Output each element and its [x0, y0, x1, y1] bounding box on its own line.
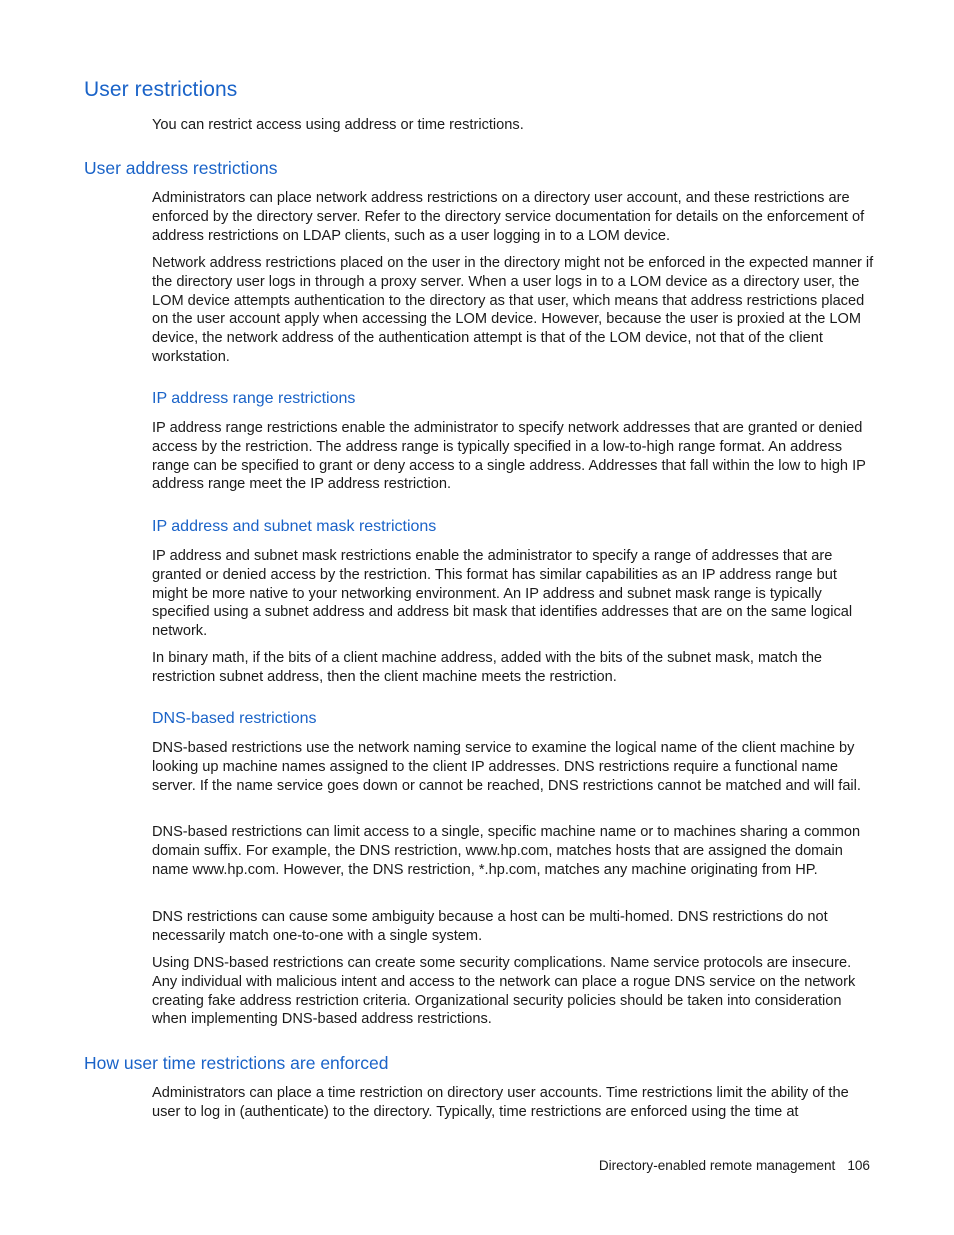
- heading-dns-based-restrictions: DNS-based restrictions: [152, 710, 317, 727]
- footer-label: Directory-enabled remote management: [598, 1158, 836, 1173]
- dns-paragraph-3: DNS restrictions can cause some ambiguity because a host can be multi-homed. DNS restrictions do not necessarily match one-to-one with a single system.: [152, 909, 828, 944]
- page-title: User restrictions: [84, 78, 238, 101]
- page-footer: [599, 1158, 870, 1173]
- dns-paragraph-1: DNS-based restrictions use the network naming service to examine the logical name of the client machine by looking up machine names assigned to the client IP addresses. DNS restrictions require a functional name server. If the name service goes down or cannot be reached, DNS restrictions cannot be matched and will fail.: [152, 740, 861, 794]
- ip-subnet-paragraph-2: In binary math, if the bits of a client machine address, added with the bits of the subnet mask, match the restriction subnet address, then the client machine meets the restriction.: [152, 650, 823, 685]
- intro-paragraph: You can restrict access using address or time restrictions.: [152, 117, 524, 133]
- page-number: 106: [847, 1158, 870, 1173]
- heading-ip-subnet-mask: IP address and subnet mask restrictions: [152, 518, 437, 535]
- address-paragraph-1: Administrators can place network address restrictions on a directory user account, and these restrictions are enforced by the directory server. Refer to the directory service documentation for details on the enforcement of address restrictions on LDAP clients, such as a user logging in to a LOM device.: [152, 190, 865, 244]
- dns-paragraph-4: Using DNS-based restrictions can create some security complications. Name service protocols are insecure. Any individual with malicious intent and access to the network can place a rogue DNS service on the network creating fake address restriction criteria. Organizational security policies should be taken into consideration when implementing DNS-based address restrictions.: [152, 955, 856, 1028]
- heading-user-address-restrictions: User address restrictions: [84, 158, 278, 178]
- heading-time-restrictions: How user time restrictions are enforced: [84, 1053, 389, 1073]
- dns-paragraph-2: DNS-based restrictions can limit access to a single, specific machine name or to machines sharing a common domain suffix. For example, the DNS restriction, www.hp.com, matches hosts that are assigned the domain name www.hp.com. However, the DNS restriction, *.hp.com, matches any machine originating from HP.: [152, 824, 861, 878]
- time-paragraph-1: Administrators can place a time restriction on directory user accounts. Time restrictions limit the ability of the user to log in (authenticate) to the directory. Typically, time restrictions are enforced using the time at: [152, 1085, 849, 1120]
- ip-range-paragraph: IP address range restrictions enable the administrator to specify network addresses that are granted or denied access by the restriction. The address range is typically specified in a low-to-high range format. An address range can be specified to grant or deny access to a single address. Addresses that fall within the low to high IP address range meet the IP address restriction.: [152, 420, 866, 493]
- heading-ip-address-range: IP address range restrictions: [152, 390, 356, 407]
- ip-subnet-paragraph-1: IP address and subnet mask restrictions enable the administrator to specify a range of addresses that are granted or denied access by the restriction. This format has similar capabilities as an IP address range but might be more native to your networking environment. An IP address and subnet mask range is typically specified using a subnet address and address bit mask that identifies addresses that are on the same logical network.: [152, 548, 853, 640]
- address-paragraph-2: Network address restrictions placed on the user in the directory might not be enforced in the expected manner if the directory user logs in through a proxy server. When a user logs in to a LOM device as a directory user, the LOM device attempts authentication to the directory as that user, which means that address restrictions placed on the user account apply when accessing the LOM device. However, because the user is proxied at the LOM device, the network address of the authentication attempt is that of the LOM device, not that of the client workstation.: [152, 255, 874, 365]
